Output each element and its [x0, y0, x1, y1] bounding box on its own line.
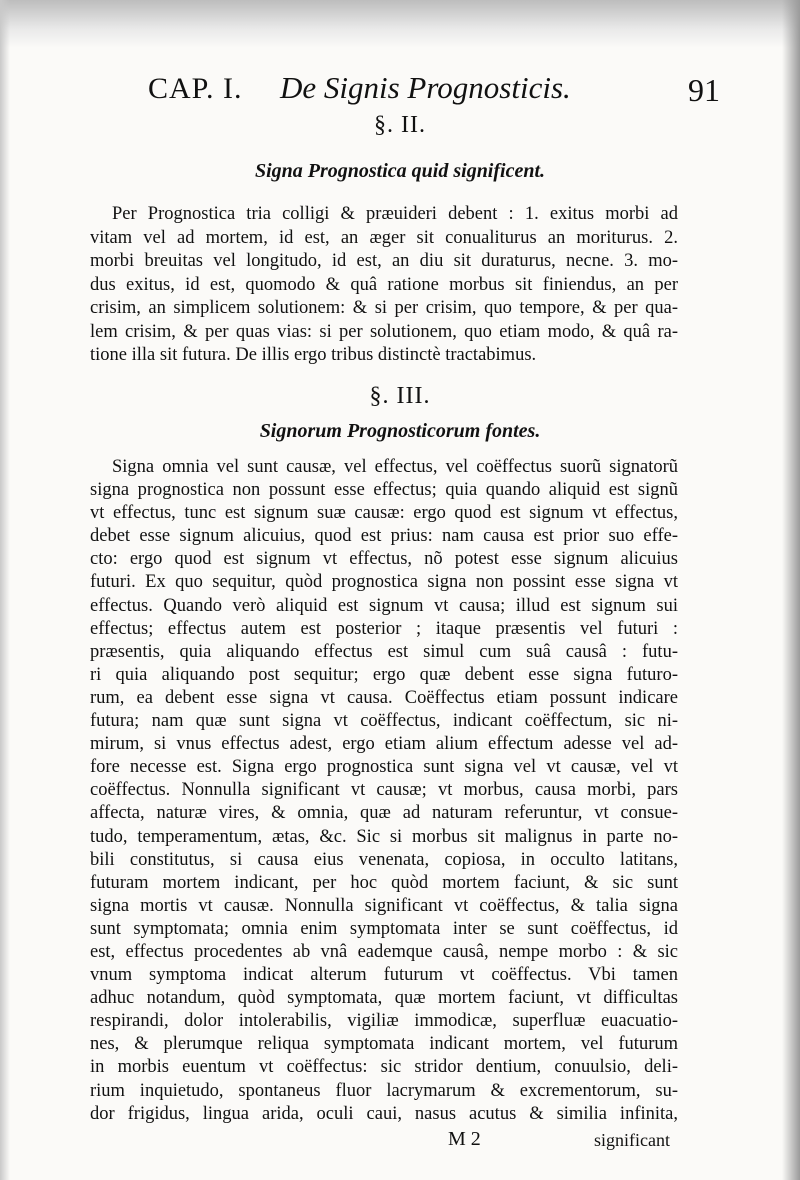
running-header	[140, 70, 720, 110]
text-line: sunt symptomata; omnia enim symptomata inter se sunt coëffectus, id	[90, 918, 678, 939]
text-line: dus exitus, id est, quomodo & quâ ratione morbus sit finiendus, an per	[90, 274, 678, 295]
section-2-body	[90, 203, 678, 368]
text-line: ri quia aliquando post sequitur; ergo quæ debent esse signa futuro-	[90, 664, 678, 685]
text-line: affecta, naturæ vires, & omnia, quæ ad naturam referuntur, vt consue-	[90, 803, 678, 824]
text-line: vnum symptoma indicat alterum futurum vt coëffectus. Vbi tamen	[90, 965, 678, 986]
text-line: est, effectus procedentes ab vnâ eademque causâ, nempe morbo : & sic	[90, 941, 678, 962]
text-line: Per Prognostica tria colligi & præuideri debent : 1. exitus morbi ad	[112, 204, 678, 224]
text-line: præsentis, quia aliquando effectus est simul cum suâ causâ : futu-	[90, 641, 678, 662]
text-line: adhuc notandum, quòd symptomata, quæ mortem faciunt, vt difficultas	[90, 988, 678, 1009]
text-line: lem crisim, & per quas vias: si per solutionem, quo etiam modo, & quâ ra-	[90, 321, 678, 342]
text-line: signa prognostica non possunt esse effectus; quia quando aliquid est signũ	[90, 480, 678, 501]
section-2-heading: Signa Prognostica quid significent.	[254, 160, 546, 182]
chapter-label: CAP. I.	[148, 72, 243, 105]
text-line: signa mortis vt causæ. Nonnulla significant vt coëffectus, & talia signa	[90, 895, 678, 916]
section-3-body	[90, 456, 678, 1126]
text-line: debet esse signum alicuius, quod est prius: nam causa est prior suo effe-	[90, 526, 678, 547]
section-3-heading: Signorum Prognosticorum fontes.	[259, 420, 541, 442]
text-line: vt effectus, tunc est signum suæ causæ: ergo quod est signum vt effectus,	[90, 503, 678, 524]
scan-shadow-top	[0, 0, 800, 48]
text-line: in morbis euentum vt coëffectus: sic stridor dentium, conuulsio, deli-	[90, 1057, 678, 1078]
text-line: Signa omnia vel sunt causæ, vel effectus, vel coëffectus suorũ signatorũ	[112, 457, 678, 477]
text-line: vitam vel ad mortem, id est, an æger sit conualiturus an moriturus. 2.	[90, 227, 678, 248]
text-line: effectus; effectus autem est posterior ; itaque præsentis vel futuri :	[90, 618, 678, 639]
signature-mark: M 2	[448, 1128, 481, 1150]
text-line: effectus. Quando verò aliquid est signum vt causa; illud est signum sui	[90, 595, 678, 616]
page-number: 91	[688, 72, 720, 108]
page-footer	[0, 1128, 800, 1158]
text-line: nes, & plerumque reliqua symptomata indicant mortem, vel futurum	[90, 1034, 678, 1055]
text-line: rium inquietudo, spontaneus fluor lacrymarum & excrementorum, su-	[90, 1080, 678, 1101]
section-3-number: §. III.	[369, 383, 431, 409]
text-line: coëffectus. Nonnulla significant vt causæ; vt morbus, causa morbi, pars	[90, 780, 678, 801]
text-line: futuram mortem indicant, per hoc quòd mortem faciunt, & sic sunt	[90, 872, 678, 893]
text-line: cto: ergo quod est signum vt effectus, nõ potest esse signum alicuius	[90, 549, 678, 570]
text-line: rum, ea debent esse signa vt causa. Coëffectus etiam possunt indicare	[90, 687, 678, 708]
text-line: crisim, an simplicem solutionem: & si per crisim, quo tempore, & per qua-	[90, 298, 678, 318]
text-line: tudo, temperamentum, ætas, &c. Sic si morbus sit malignus in parte no-	[90, 826, 678, 847]
catchword: significant	[594, 1130, 670, 1150]
text-line: futuri. Ex quo sequitur, quòd prognostica signa non possint esse signa vt	[90, 572, 678, 593]
text-line: mirum, si vnus effectus adest, ergo etiam alium effectum adesse vel ad-	[90, 734, 678, 755]
running-title: De Signis Prognosticis.	[280, 70, 571, 105]
text-line: dor frigidus, lingua arida, oculi caui, nasus acutus & similia infinita,	[90, 1103, 678, 1124]
text-line: fore necesse est. Signa ergo prognostica sunt signa vel vt causæ, vel vt	[90, 757, 678, 778]
text-line: respirandi, dolor intolerabilis, vigiliæ immodicæ, superfluæ euacuatio-	[90, 1011, 678, 1032]
text-line: tione illa sit futura. De illis ergo tribus distinctè tractabimus.	[90, 345, 537, 365]
section-2-number: §. II.	[374, 112, 426, 138]
text-line: bili constitutus, si causa eius venenata, copiosa, in occulto latitans,	[90, 849, 678, 870]
text-line: futura; nam quæ sunt signa vt coëffectus, indicant coëffectum, sic ni-	[90, 711, 678, 732]
text-line: morbi breuitas vel longitudo, id est, an diu sit duraturus, necne. 3. mo-	[90, 251, 678, 271]
